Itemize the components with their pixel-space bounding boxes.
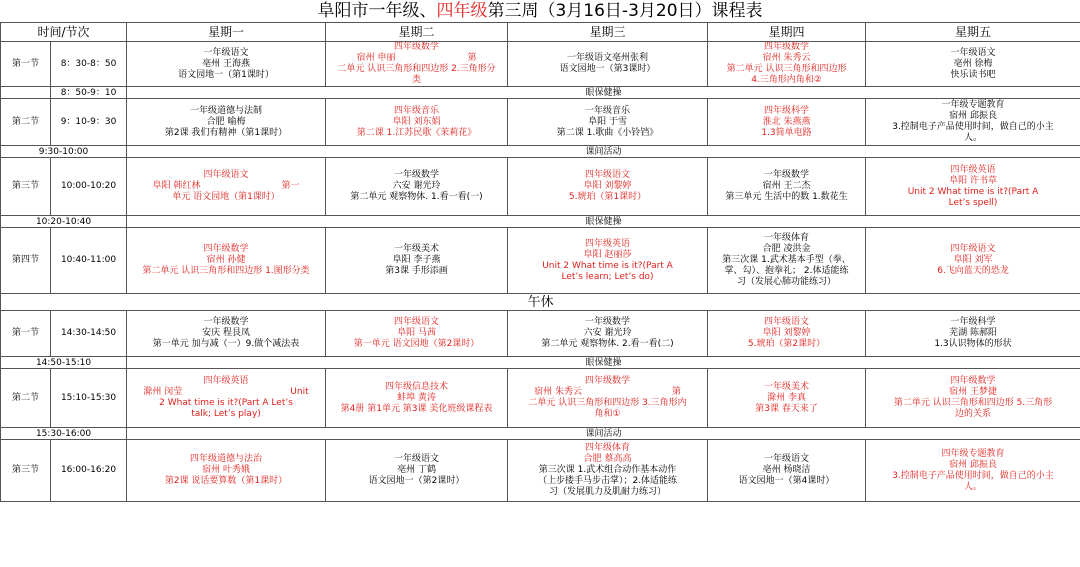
class-line: 5.琥珀（第2课时） bbox=[747, 339, 826, 349]
break-row bbox=[1, 87, 1080, 99]
class-line: 四年级专题教育 bbox=[941, 448, 1005, 459]
class-line: 语文园地一（第3课时） bbox=[559, 64, 656, 74]
class-line: 一年级语文亳州张利 bbox=[567, 53, 649, 63]
class-line: 一年级数学 bbox=[585, 317, 631, 327]
class-line: 阜阳 于雪 bbox=[588, 116, 627, 127]
class-cell bbox=[326, 158, 508, 216]
class-line: 单元 语文园地（第1课时） bbox=[172, 192, 280, 202]
break-row bbox=[1, 428, 1080, 440]
class-line: 四年级数学 bbox=[394, 42, 440, 52]
class-line: 四年级音乐 bbox=[394, 105, 440, 116]
class-line: 阜阳 刘东娟 bbox=[392, 116, 441, 127]
class-line: 阜阳 李子燕 bbox=[392, 255, 441, 265]
class-line: 四年级语文 bbox=[203, 170, 249, 180]
class-cell bbox=[508, 99, 708, 146]
class-line: 宿州 朱秀云 bbox=[762, 53, 811, 63]
class-line: 二单元 认识三角形和四边形 2.三角形分 bbox=[337, 64, 496, 74]
class-line: 四年级英语 bbox=[950, 164, 996, 175]
class-line: 阜阳 马茜 bbox=[397, 328, 436, 338]
class-line: 四年级数学 bbox=[764, 42, 810, 52]
class-line: 1.3认识物体的形状 bbox=[934, 339, 1012, 349]
class-line: 一年级专题教育 bbox=[941, 100, 1005, 110]
class-line: 第二单元 认识三角形和四边形 1.图形分类 bbox=[142, 266, 310, 276]
break-time: 14:50-15:10 bbox=[1, 357, 127, 369]
time-cell: 10:40-11:00 bbox=[51, 228, 127, 294]
class-line: 宿州 王二杰 bbox=[762, 181, 811, 191]
class-line: 一年级科学 bbox=[950, 317, 996, 327]
class-line: 1.3简单电路 bbox=[761, 127, 812, 138]
period-cell: 第二节 bbox=[1, 99, 51, 146]
class-line: 人。 bbox=[964, 133, 983, 143]
class-line: 一年级语文 bbox=[950, 47, 996, 58]
class-line: 阜阳 刘黎婷 bbox=[762, 328, 811, 338]
class-line: 四年级道德与法治 bbox=[190, 454, 263, 464]
class-cell bbox=[127, 311, 326, 357]
break-label: 课间活动 bbox=[127, 146, 1080, 158]
table-row bbox=[1, 228, 1080, 294]
class-line: 一年级美术 bbox=[394, 244, 440, 254]
class-line: 一年级数学 bbox=[764, 170, 810, 180]
class-cell bbox=[326, 311, 508, 357]
class-cell bbox=[708, 311, 866, 357]
table-row bbox=[1, 311, 1080, 357]
class-line: 语文园地一（第4课时） bbox=[738, 476, 835, 486]
class-line: 第三次课 1.武术基本手型（拳、 bbox=[722, 255, 851, 265]
table-row bbox=[1, 158, 1080, 216]
time-cell: 8：30-8：50 bbox=[51, 42, 127, 87]
class-line: 阜阳 许书草 bbox=[949, 175, 997, 186]
class-cell bbox=[708, 440, 866, 502]
class-line: 四年级英语 bbox=[203, 376, 249, 386]
class-line: 滁州 李真 bbox=[767, 392, 806, 403]
class-line: 合肥 喻梅 bbox=[206, 116, 246, 127]
class-cell bbox=[508, 369, 708, 428]
class-line: 快乐读书吧 bbox=[950, 69, 996, 80]
table-row bbox=[1, 440, 1080, 502]
class-line: 一年级语文 bbox=[394, 454, 440, 464]
table-row bbox=[1, 42, 1080, 87]
class-line: 第3课 春天来了 bbox=[755, 403, 818, 414]
break-time: 8：50-9：10 bbox=[51, 87, 127, 99]
class-line: 四年级科学 bbox=[764, 105, 810, 116]
noon-row bbox=[1, 294, 1080, 311]
class-line: 宿州 王梦捷 bbox=[949, 387, 997, 397]
class-line: 4.三角形内角和② bbox=[751, 75, 822, 85]
class-line: 第二单元 观察物体. 2.看一看(二) bbox=[541, 339, 674, 349]
class-line: 一年级美术 bbox=[764, 381, 810, 392]
class-line: 6.飞向蓝天的恐龙 bbox=[937, 266, 1009, 276]
class-line: 四年级语文 bbox=[585, 170, 631, 180]
class-cell bbox=[708, 99, 866, 146]
header-wednesday: 星期三 bbox=[508, 23, 708, 42]
class-line: 四年级体育 bbox=[585, 443, 631, 453]
class-cell bbox=[866, 228, 1080, 294]
class-line: 边的关系 bbox=[955, 409, 992, 419]
class-line: 掌、勾）、抱拳礼； 2.体适能练 bbox=[724, 266, 849, 276]
class-line: Let’s spell) bbox=[948, 197, 998, 208]
title-prefix: 阜阳市一年级、 bbox=[317, 1, 437, 21]
class-line: 淮北 朱燕燕 bbox=[762, 116, 811, 127]
class-line: 3.控制电子产品使用时间，做自己的小主 bbox=[892, 122, 1054, 132]
class-cell bbox=[326, 228, 508, 294]
class-line: 2 What time is it?(Part A Let’s bbox=[159, 398, 293, 408]
class-line: 六安 谢光玲 bbox=[392, 181, 441, 191]
class-line: 宿州 叶秀娥 bbox=[202, 465, 250, 475]
schedule-table bbox=[0, 22, 1080, 502]
class-cell bbox=[866, 369, 1080, 428]
class-cell bbox=[708, 369, 866, 428]
class-line: 第三次课 1.武术组合动作基本动作 bbox=[538, 465, 677, 475]
class-cell bbox=[127, 228, 326, 294]
class-cell bbox=[326, 42, 508, 87]
break-row bbox=[1, 216, 1080, 228]
class-cell bbox=[866, 99, 1080, 146]
class-line: 一年级语文 bbox=[764, 454, 810, 464]
class-line: 阜阳 刘黎婷 bbox=[583, 181, 632, 191]
period-cell: 第三节 bbox=[1, 440, 51, 502]
break-row bbox=[1, 146, 1080, 158]
class-line: Let’s learn; Let’s do) bbox=[561, 271, 654, 282]
class-cell bbox=[127, 369, 326, 428]
class-line: 蚌埠 黄涛 bbox=[397, 392, 436, 403]
class-cell bbox=[508, 42, 708, 87]
class-line: 宿州 朱秀云 第 bbox=[534, 387, 681, 397]
class-line: 第一单元 加与减（一）9.做个减法表 bbox=[152, 339, 300, 349]
time-cell: 10:00-10:20 bbox=[51, 158, 127, 216]
break-label: 眼保健操 bbox=[127, 87, 1080, 99]
class-cell bbox=[508, 228, 708, 294]
class-line: 四年级英语 bbox=[585, 238, 631, 249]
class-line: 人。 bbox=[964, 481, 983, 492]
class-cell bbox=[508, 311, 708, 357]
class-cell bbox=[326, 99, 508, 146]
class-line: 宿州 邱振良 bbox=[949, 111, 997, 121]
class-line: 亳州 丁鹤 bbox=[397, 465, 436, 475]
break-label: 课间活动 bbox=[127, 428, 1080, 440]
time-cell: 16:00-16:20 bbox=[51, 440, 127, 502]
class-cell bbox=[708, 158, 866, 216]
class-line: 5.琥珀（第1课时） bbox=[568, 192, 647, 202]
header-row bbox=[1, 23, 1080, 42]
class-line: 一年级数学 bbox=[203, 317, 249, 327]
class-line: 第3课 手形添画 bbox=[385, 266, 448, 276]
class-line: 滁州 闵莹 Unit bbox=[143, 387, 309, 397]
page-title bbox=[0, 0, 1080, 22]
class-line: 合肥 凌洪金 bbox=[762, 244, 811, 254]
title-suffix: 第三周（3月16日-3月20日）课程表 bbox=[487, 1, 763, 21]
header-tuesday: 星期二 bbox=[326, 23, 508, 42]
class-line: 类 bbox=[412, 75, 422, 85]
table-row bbox=[1, 99, 1080, 146]
class-line: 一年级语文 bbox=[203, 47, 249, 58]
class-line: 角和① bbox=[594, 409, 621, 419]
break-time: 15:30-16:00 bbox=[1, 428, 127, 440]
break-time: 9:30-10:00 bbox=[1, 146, 127, 158]
header-friday: 星期五 bbox=[866, 23, 1080, 42]
period-cell: 第三节 bbox=[1, 158, 51, 216]
class-cell bbox=[708, 228, 866, 294]
class-cell bbox=[866, 158, 1080, 216]
class-line: 语文园地一（第2课时） bbox=[368, 476, 465, 486]
class-line: 亳州 徐梅 bbox=[953, 58, 993, 69]
time-cell: 15:10-15:30 bbox=[51, 369, 127, 428]
class-cell bbox=[866, 440, 1080, 502]
class-line: 合肥 蔡高高 bbox=[583, 454, 632, 464]
class-line: 一年级体育 bbox=[764, 233, 810, 243]
class-line: 二单元 认识三角形和四边形 3.三角形内 bbox=[528, 398, 687, 408]
class-line: Unit 2 What time is it?(Part A bbox=[907, 186, 1039, 197]
class-cell bbox=[866, 311, 1080, 357]
class-line: 亳州 杨晓洁 bbox=[762, 465, 811, 475]
class-line: 宿州 邱振良 bbox=[949, 459, 997, 470]
table-row bbox=[1, 369, 1080, 428]
class-line: 宿州 孙健 bbox=[206, 255, 246, 265]
class-line: 四年级语文 bbox=[764, 317, 810, 327]
break-label: 眼保健操 bbox=[127, 357, 1080, 369]
class-line: 一年级音乐 bbox=[585, 105, 631, 116]
class-line: （上步搂手马步击掌）；2.体适能练 bbox=[537, 476, 678, 486]
class-line: 语文园地一（第1课时） bbox=[178, 69, 274, 80]
class-line: 四年级信息技术 bbox=[385, 381, 449, 392]
header-thursday: 星期四 bbox=[708, 23, 866, 42]
class-cell bbox=[866, 42, 1080, 87]
class-line: 阜阳 赵丽莎 bbox=[583, 249, 632, 260]
class-line: 习（发展心肺功能练习） bbox=[737, 277, 837, 287]
class-line: 芜湖 陈郝阳 bbox=[949, 328, 997, 338]
class-line: 亳州 王海燕 bbox=[202, 58, 250, 69]
class-line: 四年级数学 bbox=[585, 376, 631, 386]
class-line: 第2课 说话要算数（第1课时） bbox=[164, 476, 288, 486]
class-line: 六安 谢光玲 bbox=[583, 328, 632, 338]
class-line: 四年级数学 bbox=[950, 376, 996, 386]
class-line: 3.控制电子产品使用时间，做自己的小主 bbox=[892, 470, 1054, 481]
class-line: 四年级语文 bbox=[950, 244, 996, 254]
period-cell: 第一节 bbox=[1, 42, 51, 87]
time-cell: 9：10-9：30 bbox=[51, 99, 127, 146]
class-line: 第二单元 认识三角形和四边形 5.三角形 bbox=[893, 398, 1053, 408]
class-line: 第二单元 认识三角形和四边形 bbox=[726, 64, 847, 74]
class-cell bbox=[508, 158, 708, 216]
header-monday: 星期一 bbox=[127, 23, 326, 42]
class-line: 第二单元 观察物体. 1.看一看(一) bbox=[350, 192, 483, 202]
break-row bbox=[1, 357, 1080, 369]
class-line: 一年级道德与法制 bbox=[190, 105, 263, 116]
class-line: 阜阳 韩红林 第一 bbox=[152, 181, 300, 191]
break-label: 眼保健操 bbox=[127, 216, 1080, 228]
class-line: 安庆 程艮凤 bbox=[202, 328, 250, 338]
class-line: 第二课 1.歌曲《小铃铛》 bbox=[556, 127, 659, 138]
class-line: 第一单元 语文园地（第2课时） bbox=[353, 339, 480, 349]
period-cell: 第四节 bbox=[1, 228, 51, 294]
header-time-period: 时间/节次 bbox=[1, 23, 127, 42]
class-line: 第2课 我们有精神（第1课时） bbox=[164, 127, 288, 138]
class-line: 一年级数学 bbox=[394, 170, 440, 180]
class-cell bbox=[127, 158, 326, 216]
period-cell: 第二节 bbox=[1, 369, 51, 428]
class-line: Unit 2 What time is it?(Part A bbox=[542, 260, 673, 271]
break-time: 10:20-10:40 bbox=[1, 216, 127, 228]
class-cell bbox=[127, 99, 326, 146]
class-line: 阜阳 刘军 bbox=[953, 255, 993, 265]
noon-label: 午休 bbox=[1, 294, 1080, 311]
period-cell: 第一节 bbox=[1, 311, 51, 357]
class-cell bbox=[326, 440, 508, 502]
class-cell bbox=[508, 440, 708, 502]
class-line: 第4册 第1单元 第3课 美化班级课程表 bbox=[340, 403, 493, 414]
class-cell bbox=[127, 440, 326, 502]
class-cell bbox=[326, 369, 508, 428]
time-cell: 14:30-14:50 bbox=[51, 311, 127, 357]
title-highlight: 四年级 bbox=[436, 1, 488, 21]
class-line: 宿州 申丽 第 bbox=[356, 53, 477, 63]
class-line: 第三单元 生活中的数 1.数花生 bbox=[725, 192, 848, 202]
class-cell bbox=[127, 42, 326, 87]
class-line: 四年级语文 bbox=[394, 317, 440, 327]
class-line: talk; Let’s play) bbox=[191, 409, 261, 419]
class-line: 四年级数学 bbox=[203, 244, 249, 254]
class-cell bbox=[708, 42, 866, 87]
class-line: 习（发展肌力及肌耐力练习） bbox=[549, 487, 667, 497]
class-line: 第二课 1.江苏民歌《茉莉花》 bbox=[356, 127, 477, 138]
